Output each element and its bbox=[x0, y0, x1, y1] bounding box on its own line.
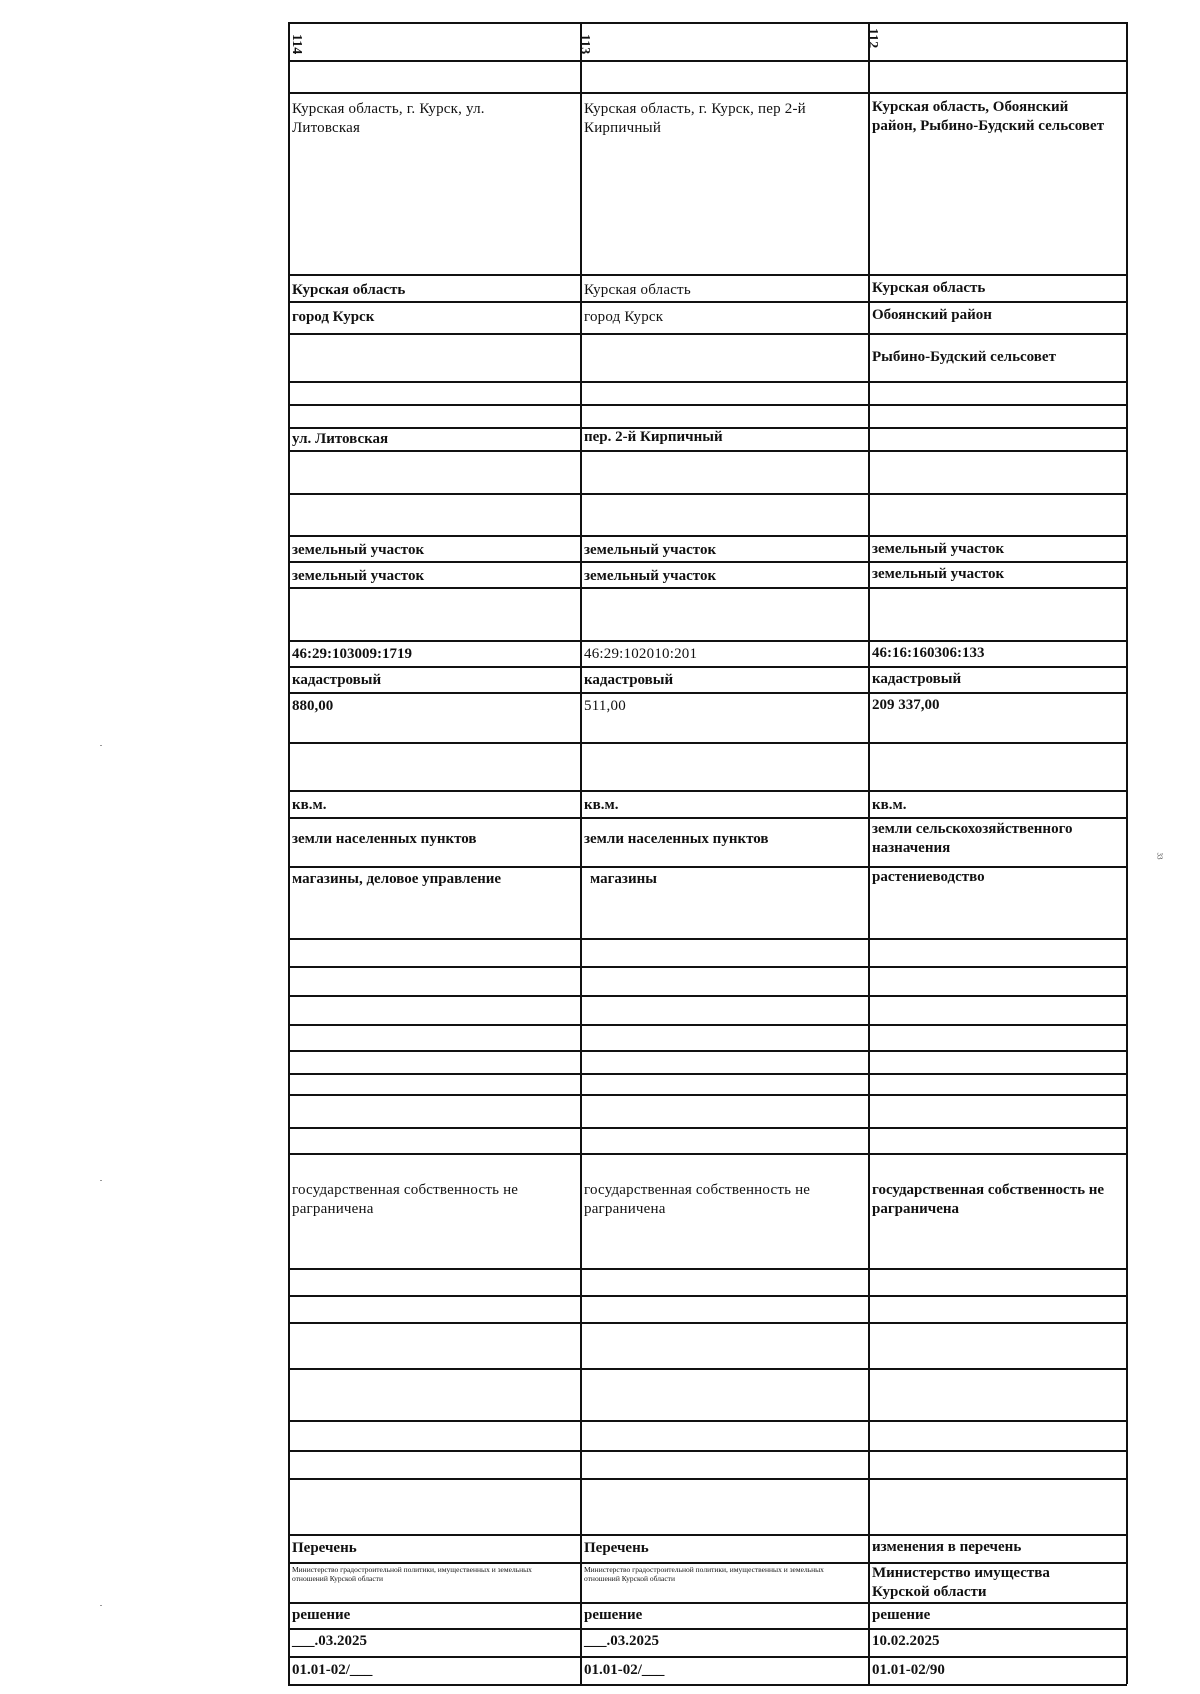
cadastral-number-cell: 46:16:160306:133 bbox=[872, 645, 985, 661]
authority-cell: Министерство градостроительной политики, имущественных и земельных отношений Курской области bbox=[584, 1565, 824, 1583]
area-unit-cell: кв.м. bbox=[872, 797, 907, 813]
area-unit-cell: кв.м. bbox=[584, 797, 619, 813]
date-cell: ___.03.2025 bbox=[584, 1633, 659, 1649]
land-category-cell: земли населенных пунктов bbox=[292, 831, 477, 847]
permitted-use-cell: растениеводство bbox=[872, 869, 985, 885]
authority-cell: Министерство имущества Курской области bbox=[872, 1565, 1050, 1600]
page-margin-mark: 33 bbox=[1155, 852, 1164, 860]
number-type-cell: кадастровый bbox=[292, 672, 382, 688]
area-value-cell: 880,00 bbox=[292, 698, 334, 714]
table-rule bbox=[288, 692, 1127, 694]
table-rule bbox=[288, 587, 1127, 589]
table-rule bbox=[288, 1420, 1127, 1422]
table-rule bbox=[288, 1073, 1127, 1075]
table-rule bbox=[288, 301, 1127, 303]
table-rule bbox=[288, 381, 1127, 383]
table-rule bbox=[288, 1295, 1127, 1297]
authority-cell: Министерство градостроительной политики, имущественных и земельных отношений Курской области bbox=[292, 1565, 532, 1583]
number-type-cell: кадастровый bbox=[872, 671, 962, 687]
table-rule bbox=[288, 1478, 1127, 1480]
land-category-cell: земли сельскохозяйственного назначения bbox=[872, 821, 1073, 856]
table-rule bbox=[288, 493, 1127, 495]
scan-speck bbox=[100, 745, 102, 746]
land-category-cell: земли населенных пунктов bbox=[584, 831, 769, 847]
table-rule bbox=[288, 92, 1127, 94]
table-rule bbox=[288, 742, 1127, 744]
table-rule bbox=[288, 1094, 1127, 1096]
address-cell: Курская область, Обоянский район, Рыбино-Будский сельсовет bbox=[872, 99, 1105, 134]
column-number: 113 bbox=[577, 34, 592, 55]
settlement-cell: Рыбино-Будский сельсовет bbox=[872, 349, 1056, 365]
table-rule bbox=[288, 404, 1127, 406]
permitted-use-cell: магазины, деловое управление bbox=[292, 871, 502, 887]
ownership-cell: государственная собственность не раграничена bbox=[292, 1182, 519, 1217]
doc-type-cell: изменения в перечень bbox=[872, 1539, 1022, 1555]
doc-number-cell: 01.01-02/90 bbox=[872, 1662, 945, 1678]
table-rule bbox=[288, 817, 1127, 819]
object-name-cell: земельный участок bbox=[872, 566, 1005, 582]
table-rule bbox=[288, 1024, 1127, 1026]
table-rule bbox=[288, 1127, 1127, 1129]
decision-cell: решение bbox=[584, 1607, 643, 1623]
object-name-cell: земельный участок bbox=[584, 568, 717, 584]
decision-cell: решение bbox=[292, 1607, 351, 1623]
object-type-cell: земельный участок bbox=[292, 542, 425, 558]
table-rule bbox=[288, 60, 1127, 62]
street-cell: пер. 2-й Кирпичный bbox=[584, 429, 723, 445]
object-type-cell: земельный участок bbox=[584, 542, 717, 558]
table-border bbox=[288, 22, 290, 1684]
ownership-cell: государственная собственность не раграничена bbox=[872, 1182, 1105, 1217]
decision-cell: решение bbox=[872, 1607, 931, 1623]
region-cell: Курская область bbox=[872, 280, 986, 296]
table-rule bbox=[288, 666, 1127, 668]
district-cell: город Курск bbox=[292, 309, 375, 325]
address-cell: Курская область, г. Курск, пер 2-й Кирпичный bbox=[584, 101, 806, 136]
table-rule bbox=[288, 1602, 1127, 1604]
column-number: 112 bbox=[865, 28, 880, 49]
object-type-cell: земельный участок bbox=[872, 541, 1005, 557]
area-unit-cell: кв.м. bbox=[292, 797, 327, 813]
ownership-cell: государственная собственность не раграничена bbox=[584, 1182, 811, 1217]
table-rule bbox=[288, 1534, 1127, 1536]
district-cell: Обоянский район bbox=[872, 307, 992, 323]
area-value-cell: 209 337,00 bbox=[872, 697, 940, 713]
table-rule bbox=[288, 1628, 1127, 1630]
table-rule bbox=[288, 1153, 1127, 1155]
table-rule bbox=[288, 333, 1127, 335]
table-rule bbox=[288, 938, 1127, 940]
cadastral-number-cell: 46:29:102010:201 bbox=[584, 646, 698, 662]
date-cell: 10.02.2025 bbox=[872, 1633, 940, 1649]
address-cell: Курская область, г. Курск, ул. Литовская bbox=[292, 101, 485, 136]
table-rule bbox=[288, 1268, 1127, 1270]
permitted-use-cell: магазины bbox=[590, 871, 657, 887]
table-rule bbox=[288, 790, 1127, 792]
doc-number-cell: 01.01-02/___ bbox=[292, 1662, 373, 1678]
number-type-cell: кадастровый bbox=[584, 672, 674, 688]
table-rule bbox=[288, 1322, 1127, 1324]
region-cell: Курская область bbox=[584, 282, 691, 298]
scan-speck bbox=[100, 1605, 102, 1606]
table-rule bbox=[288, 535, 1127, 537]
date-cell: ___.03.2025 bbox=[292, 1633, 367, 1649]
cadastral-number-cell: 46:29:103009:1719 bbox=[292, 646, 412, 662]
table-rule bbox=[288, 1050, 1127, 1052]
area-value-cell: 511,00 bbox=[584, 698, 626, 714]
table-border bbox=[1126, 22, 1128, 1684]
column-number: 114 bbox=[289, 34, 304, 55]
doc-type-cell: Перечень bbox=[292, 1540, 357, 1556]
table-rule bbox=[288, 640, 1127, 642]
table-rule bbox=[288, 1684, 1127, 1686]
table-border bbox=[580, 22, 582, 1684]
region-cell: Курская область bbox=[292, 282, 406, 298]
scan-speck bbox=[100, 1180, 102, 1181]
table-rule bbox=[288, 450, 1127, 452]
table-rule bbox=[288, 1450, 1127, 1452]
table-rule bbox=[288, 561, 1127, 563]
doc-type-cell: Перечень bbox=[584, 1540, 649, 1556]
table-rule bbox=[288, 966, 1127, 968]
district-cell: город Курск bbox=[584, 309, 664, 325]
object-name-cell: земельный участок bbox=[292, 568, 425, 584]
table-rule bbox=[288, 1368, 1127, 1370]
table-rule bbox=[288, 274, 1127, 276]
table-rule bbox=[288, 995, 1127, 997]
table-rule bbox=[288, 1656, 1127, 1658]
doc-number-cell: 01.01-02/___ bbox=[584, 1662, 665, 1678]
street-cell: ул. Литовская bbox=[292, 431, 389, 447]
table-rule bbox=[288, 22, 1127, 24]
